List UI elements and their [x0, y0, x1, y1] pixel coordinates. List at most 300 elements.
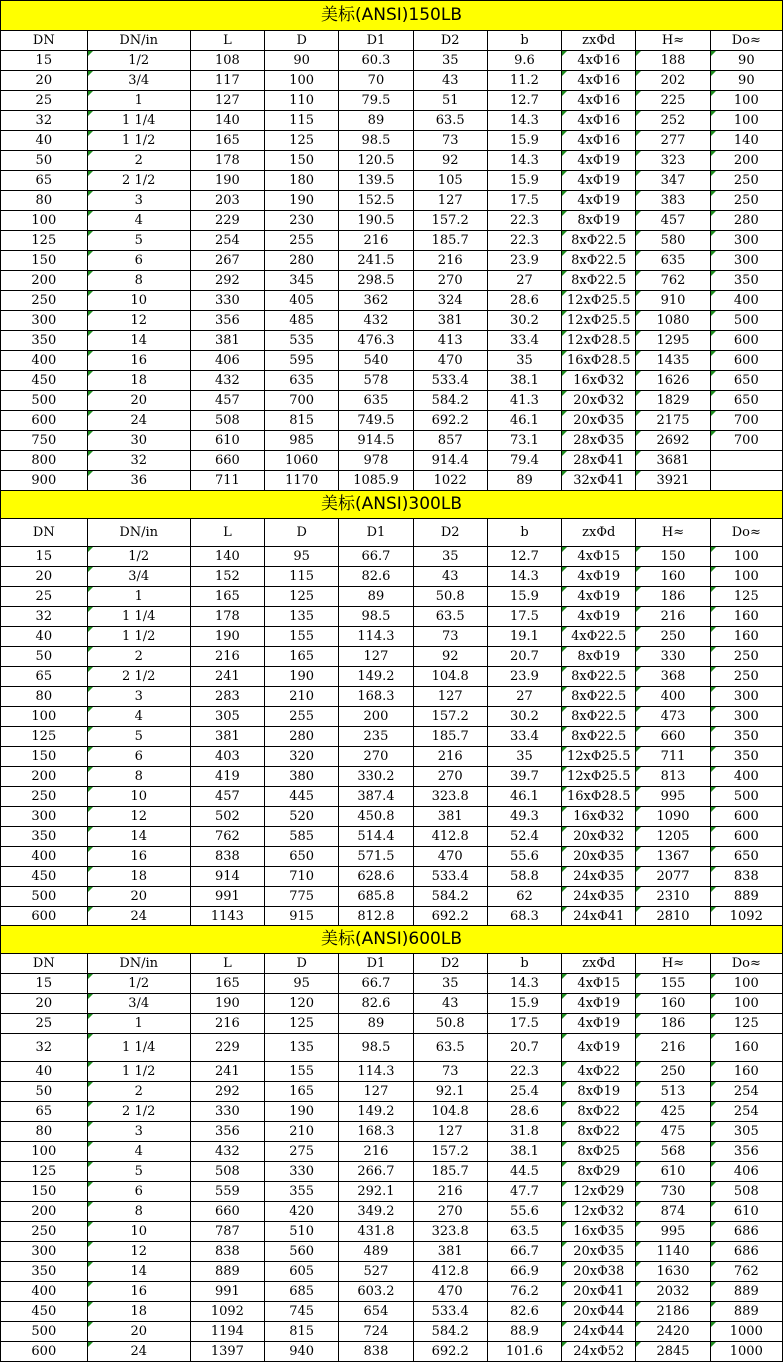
- table-cell: 15.9: [487, 994, 561, 1014]
- column-header: H≈: [636, 954, 710, 974]
- table-cell: 20: [1, 567, 88, 587]
- table-row: [1, 587, 783, 607]
- table-cell: 650: [265, 847, 339, 867]
- table-cell: 100: [710, 547, 782, 567]
- table-cell: 24xΦ35: [562, 887, 636, 907]
- table-cell: 292: [190, 271, 264, 291]
- table-cell: 110: [265, 91, 339, 111]
- table-cell: 514.4: [339, 827, 413, 847]
- table-cell: 475: [636, 1122, 710, 1142]
- table-cell: 104.8: [413, 1102, 487, 1122]
- table-row: [1, 707, 783, 727]
- table-cell: 4: [87, 707, 190, 727]
- table-cell: 12.7: [487, 547, 561, 567]
- table-cell: 32: [87, 451, 190, 471]
- table-cell: 100: [710, 974, 782, 994]
- table-row: [1, 471, 783, 491]
- table-cell: 28xΦ35: [562, 431, 636, 451]
- table-cell: 200: [1, 1202, 88, 1222]
- table-cell: 160: [710, 627, 782, 647]
- table-cell: 2310: [636, 887, 710, 907]
- table-row: [1, 1262, 783, 1282]
- table-cell: 457: [636, 211, 710, 231]
- table-cell: 4xΦ22.5: [562, 627, 636, 647]
- column-header: D2: [413, 954, 487, 974]
- table-cell: 241: [190, 667, 264, 687]
- table-cell: 50.8: [413, 587, 487, 607]
- table-cell: 12xΦ25.5: [562, 767, 636, 787]
- table-row: [1, 847, 783, 867]
- table-cell: 508: [190, 411, 264, 431]
- table-row: [1, 627, 783, 647]
- table-cell: 584.2: [413, 391, 487, 411]
- table-cell: 40: [1, 1062, 88, 1082]
- table-cell: 4xΦ16: [562, 91, 636, 111]
- table-cell: 20xΦ32: [562, 391, 636, 411]
- table-cell: 3921: [636, 471, 710, 491]
- table-cell: 500: [710, 311, 782, 331]
- table-cell: 8: [87, 1202, 190, 1222]
- table-row: [1, 371, 783, 391]
- table-row: [1, 1122, 783, 1142]
- table-cell: 20xΦ35: [562, 1242, 636, 1262]
- table-cell: 12xΦ28.5: [562, 331, 636, 351]
- table-cell: 100: [1, 707, 88, 727]
- table-cell: 185.7: [413, 727, 487, 747]
- table-cell: 149.2: [339, 1102, 413, 1122]
- table-cell: 188: [636, 51, 710, 71]
- table-cell: 292: [190, 1082, 264, 1102]
- table-cell: 168.3: [339, 687, 413, 707]
- table-cell: 17.5: [487, 1014, 561, 1034]
- table-cell: 65: [1, 171, 88, 191]
- table-cell: 14.3: [487, 111, 561, 131]
- table-cell: 35: [413, 51, 487, 71]
- table-cell: 2: [87, 151, 190, 171]
- table-cell: 125: [265, 131, 339, 151]
- table-cell: 900: [1, 471, 88, 491]
- table-cell: 345: [265, 271, 339, 291]
- table-cell: 2 1/2: [87, 1102, 190, 1122]
- table-cell: 16: [87, 351, 190, 371]
- table-cell: 152.5: [339, 191, 413, 211]
- table-cell: 580: [636, 231, 710, 251]
- table-cell: 89: [339, 1014, 413, 1034]
- table-cell: 915: [265, 907, 339, 927]
- table-cell: 12: [87, 311, 190, 331]
- table-cell: 216: [339, 231, 413, 251]
- table-cell: 68.3: [487, 907, 561, 927]
- table-row: [1, 91, 783, 111]
- table-cell: 533.4: [413, 1302, 487, 1322]
- table-cell: 27: [487, 687, 561, 707]
- column-header: L: [190, 31, 264, 51]
- table-cell: 20xΦ41: [562, 1282, 636, 1302]
- table-cell: 50.8: [413, 1014, 487, 1034]
- table-cell: 660: [190, 451, 264, 471]
- table-row: [1, 1242, 783, 1262]
- table-cell: 1 1/2: [87, 1062, 190, 1082]
- table-row: [1, 51, 783, 71]
- table-cell: 940: [265, 1342, 339, 1362]
- table-cell: 650: [710, 391, 782, 411]
- table-row: [1, 1034, 783, 1062]
- column-header: L: [190, 954, 264, 974]
- section-title-row: [1, 491, 783, 519]
- table-cell: 52.4: [487, 827, 561, 847]
- table-cell: 660: [636, 727, 710, 747]
- table-cell: 18: [87, 1302, 190, 1322]
- table-cell: 51: [413, 91, 487, 111]
- table-cell: 1205: [636, 827, 710, 847]
- table-cell: 25: [1, 91, 88, 111]
- column-header: Do≈: [710, 954, 782, 974]
- table-cell: 155: [265, 1062, 339, 1082]
- table-cell: 27: [487, 271, 561, 291]
- table-cell: 533.4: [413, 867, 487, 887]
- table-cell: 14.3: [487, 151, 561, 171]
- table-cell: 180: [265, 171, 339, 191]
- table-cell: 210: [265, 687, 339, 707]
- table-cell: 35: [487, 747, 561, 767]
- table-cell: 20.7: [487, 1034, 561, 1062]
- table-cell: 600: [1, 411, 88, 431]
- table-cell: 157.2: [413, 707, 487, 727]
- table-cell: 600: [710, 827, 782, 847]
- table-cell: 812.8: [339, 907, 413, 927]
- table-cell: 8xΦ25: [562, 1142, 636, 1162]
- table-cell: 250: [710, 171, 782, 191]
- table-cell: 20xΦ35: [562, 847, 636, 867]
- table-cell: 117: [190, 71, 264, 91]
- table-cell: 1 1/4: [87, 607, 190, 627]
- table-cell: 323.8: [413, 787, 487, 807]
- table-row: [1, 231, 783, 251]
- table-cell: 216: [413, 1182, 487, 1202]
- table-cell: 1194: [190, 1322, 264, 1342]
- table-cell: 275: [265, 1142, 339, 1162]
- table-cell: 12.7: [487, 91, 561, 111]
- table-cell: 419: [190, 767, 264, 787]
- table-cell: 874: [636, 1202, 710, 1222]
- column-header: b: [487, 519, 561, 547]
- table-cell: 356: [190, 311, 264, 331]
- table-cell: 50: [1, 647, 88, 667]
- table-cell: 400: [1, 847, 88, 867]
- table-cell: 381: [413, 807, 487, 827]
- table-cell: 76.2: [487, 1282, 561, 1302]
- table-row: [1, 787, 783, 807]
- table-cell: 578: [339, 371, 413, 391]
- table-cell: 36: [87, 471, 190, 491]
- table-cell: 10: [87, 787, 190, 807]
- table-cell: 300: [1, 807, 88, 827]
- table-cell: 400: [710, 291, 782, 311]
- table-cell: 157.2: [413, 211, 487, 231]
- table-cell: 508: [190, 1162, 264, 1182]
- table-cell: 6: [87, 747, 190, 767]
- table-cell: 4xΦ16: [562, 111, 636, 131]
- table-cell: 991: [190, 887, 264, 907]
- table-cell: 350: [1, 1262, 88, 1282]
- table-cell: 73: [413, 131, 487, 151]
- table-cell: 160: [636, 567, 710, 587]
- table-row: [1, 1322, 783, 1342]
- table-cell: 43: [413, 71, 487, 91]
- table-row: [1, 887, 783, 907]
- table-cell: 190: [265, 667, 339, 687]
- table-cell: 383: [636, 191, 710, 211]
- table-cell: 362: [339, 291, 413, 311]
- table-cell: 270: [413, 271, 487, 291]
- table-cell: 412.8: [413, 827, 487, 847]
- table-cell: 571.5: [339, 847, 413, 867]
- table-cell: 485: [265, 311, 339, 331]
- table-cell: 2 1/2: [87, 667, 190, 687]
- table-cell: 500: [1, 391, 88, 411]
- table-cell: 15.9: [487, 131, 561, 151]
- table-cell: 20: [1, 71, 88, 91]
- section-title: 美标(ANSI)300LB: [1, 491, 783, 519]
- table-cell: 4xΦ22: [562, 1062, 636, 1082]
- table-cell: 127: [413, 191, 487, 211]
- table-cell: 50: [1, 1082, 88, 1102]
- table-cell: 14.3: [487, 567, 561, 587]
- table-cell: 168.3: [339, 1122, 413, 1142]
- table-cell: 470: [413, 847, 487, 867]
- table-cell: 568: [636, 1142, 710, 1162]
- table-cell: 2077: [636, 867, 710, 887]
- table-cell: 127: [190, 91, 264, 111]
- table-cell: 700: [710, 431, 782, 451]
- column-header: Do≈: [710, 31, 782, 51]
- table-cell: 14: [87, 1262, 190, 1282]
- table-cell: 355: [265, 1182, 339, 1202]
- table-cell: 405: [265, 291, 339, 311]
- table-cell: 216: [190, 647, 264, 667]
- table-cell: 115: [265, 567, 339, 587]
- table-cell: 610: [190, 431, 264, 451]
- table-cell: 140: [190, 547, 264, 567]
- table-cell: 73: [413, 1062, 487, 1082]
- table-cell: 2420: [636, 1322, 710, 1342]
- table-cell: 28.6: [487, 1102, 561, 1122]
- table-row: [1, 727, 783, 747]
- table-cell: 4xΦ19: [562, 1014, 636, 1034]
- table-cell: 14: [87, 331, 190, 351]
- table-cell: 838: [710, 867, 782, 887]
- table-cell: 23.9: [487, 251, 561, 271]
- table-cell: 330: [636, 647, 710, 667]
- table-cell: 8xΦ22.5: [562, 231, 636, 251]
- table-cell: 380: [265, 767, 339, 787]
- table-cell: 25: [1, 1014, 88, 1034]
- table-cell: 125: [1, 231, 88, 251]
- table-cell: 190: [265, 191, 339, 211]
- table-cell: 270: [413, 1202, 487, 1222]
- pressure-class-table: [0, 0, 783, 491]
- table-cell: 300: [710, 231, 782, 251]
- table-cell: 277: [636, 131, 710, 151]
- table-cell: 63.5: [413, 1034, 487, 1062]
- table-cell: 22.3: [487, 211, 561, 231]
- table-cell: 4: [87, 211, 190, 231]
- table-cell: 431.8: [339, 1222, 413, 1242]
- table-cell: 349.2: [339, 1202, 413, 1222]
- table-cell: 100: [710, 994, 782, 1014]
- table-cell: 3: [87, 191, 190, 211]
- table-row: [1, 271, 783, 291]
- table-cell: 540: [339, 351, 413, 371]
- table-cell: 165: [265, 1082, 339, 1102]
- column-header: DN: [1, 519, 88, 547]
- table-cell: 254: [710, 1082, 782, 1102]
- table-cell: 63.5: [413, 111, 487, 131]
- table-cell: 30: [87, 431, 190, 451]
- table-cell: 24xΦ41: [562, 907, 636, 927]
- table-cell: 28.6: [487, 291, 561, 311]
- table-cell: 815: [265, 411, 339, 431]
- table-cell: 600: [710, 331, 782, 351]
- table-cell: 450: [1, 1302, 88, 1322]
- table-cell: 20xΦ32: [562, 827, 636, 847]
- pressure-class-table: [0, 925, 783, 1362]
- table-cell: 16xΦ35: [562, 1222, 636, 1242]
- table-cell: 4xΦ19: [562, 171, 636, 191]
- table-cell: 120.5: [339, 151, 413, 171]
- table-cell: 762: [710, 1262, 782, 1282]
- table-cell: 114.3: [339, 627, 413, 647]
- table-cell: 292.1: [339, 1182, 413, 1202]
- table-cell: 1/2: [87, 974, 190, 994]
- table-cell: 101.6: [487, 1342, 561, 1362]
- table-cell: 66.9: [487, 1262, 561, 1282]
- table-row: [1, 1062, 783, 1082]
- table-cell: 749.5: [339, 411, 413, 431]
- table-cell: 356: [710, 1142, 782, 1162]
- table-cell: 17.5: [487, 607, 561, 627]
- table-cell: 8xΦ22: [562, 1102, 636, 1122]
- column-header-row: [1, 519, 783, 547]
- table-cell: 406: [710, 1162, 782, 1182]
- table-cell: 270: [339, 747, 413, 767]
- table-row: [1, 291, 783, 311]
- column-header: H≈: [636, 31, 710, 51]
- table-cell: 38.1: [487, 1142, 561, 1162]
- table-cell: 1140: [636, 1242, 710, 1262]
- section-title-row: [1, 926, 783, 954]
- table-cell: 320: [265, 747, 339, 767]
- table-cell: 80: [1, 687, 88, 707]
- table-cell: 1295: [636, 331, 710, 351]
- table-cell: 14.3: [487, 974, 561, 994]
- table-cell: 24xΦ52: [562, 1342, 636, 1362]
- table-cell: 90: [265, 51, 339, 71]
- column-header: D2: [413, 519, 487, 547]
- table-cell: 70: [339, 71, 413, 91]
- table-cell: 1 1/4: [87, 111, 190, 131]
- table-cell: 92: [413, 151, 487, 171]
- table-cell: 35: [413, 547, 487, 567]
- table-cell: 15.9: [487, 587, 561, 607]
- table-cell: 1090: [636, 807, 710, 827]
- table-row: [1, 251, 783, 271]
- table-cell: 350: [710, 747, 782, 767]
- table-cell: 12xΦ25.5: [562, 311, 636, 331]
- table-row: [1, 331, 783, 351]
- table-cell: 10: [87, 1222, 190, 1242]
- table-cell: 66.7: [339, 547, 413, 567]
- table-cell: 15: [1, 974, 88, 994]
- table-cell: 450: [1, 867, 88, 887]
- table-cell: 8xΦ22.5: [562, 271, 636, 291]
- table-cell: 20: [87, 1322, 190, 1342]
- table-cell: 584.2: [413, 1322, 487, 1342]
- table-cell: 127: [339, 1082, 413, 1102]
- table-cell: 250: [710, 191, 782, 211]
- table-cell: 745: [265, 1302, 339, 1322]
- table-cell: 88.9: [487, 1322, 561, 1342]
- table-cell: 750: [1, 431, 88, 451]
- table-cell: 700: [265, 391, 339, 411]
- table-cell: 202: [636, 71, 710, 91]
- table-cell: 605: [265, 1262, 339, 1282]
- table-cell: 650: [710, 847, 782, 867]
- table-cell: 910: [636, 291, 710, 311]
- table-cell: 200: [1, 767, 88, 787]
- table-cell: 6: [87, 1182, 190, 1202]
- table-row: [1, 667, 783, 687]
- table-cell: [710, 451, 782, 471]
- table-cell: 30.2: [487, 311, 561, 331]
- table-cell: 115: [265, 111, 339, 131]
- table-cell: 80: [1, 1122, 88, 1142]
- table-cell: 92.1: [413, 1082, 487, 1102]
- table-cell: 1: [87, 587, 190, 607]
- table-cell: 413: [413, 331, 487, 351]
- table-cell: 1092: [710, 907, 782, 927]
- table-row: [1, 1282, 783, 1302]
- table-cell: 165: [190, 587, 264, 607]
- table-cell: 2692: [636, 431, 710, 451]
- column-header: b: [487, 31, 561, 51]
- table-row: [1, 1342, 783, 1362]
- table-cell: 686: [710, 1222, 782, 1242]
- table-cell: 250: [636, 1062, 710, 1082]
- table-cell: 350: [710, 271, 782, 291]
- table-cell: 2186: [636, 1302, 710, 1322]
- table-cell: 33.4: [487, 727, 561, 747]
- table-cell: 560: [265, 1242, 339, 1262]
- table-cell: 520: [265, 807, 339, 827]
- table-cell: 267: [190, 251, 264, 271]
- table-cell: 95: [265, 547, 339, 567]
- table-cell: 190: [190, 171, 264, 191]
- table-cell: 22.3: [487, 231, 561, 251]
- table-cell: 55.6: [487, 1202, 561, 1222]
- table-cell: 125: [710, 587, 782, 607]
- column-header-row: [1, 954, 783, 974]
- column-header: Do≈: [710, 519, 782, 547]
- column-header: L: [190, 519, 264, 547]
- table-cell: 470: [413, 351, 487, 371]
- table-cell: 4xΦ19: [562, 587, 636, 607]
- table-cell: 63.5: [413, 607, 487, 627]
- table-row: [1, 547, 783, 567]
- table-cell: 4xΦ19: [562, 151, 636, 171]
- table-cell: 185.7: [413, 1162, 487, 1182]
- table-cell: 813: [636, 767, 710, 787]
